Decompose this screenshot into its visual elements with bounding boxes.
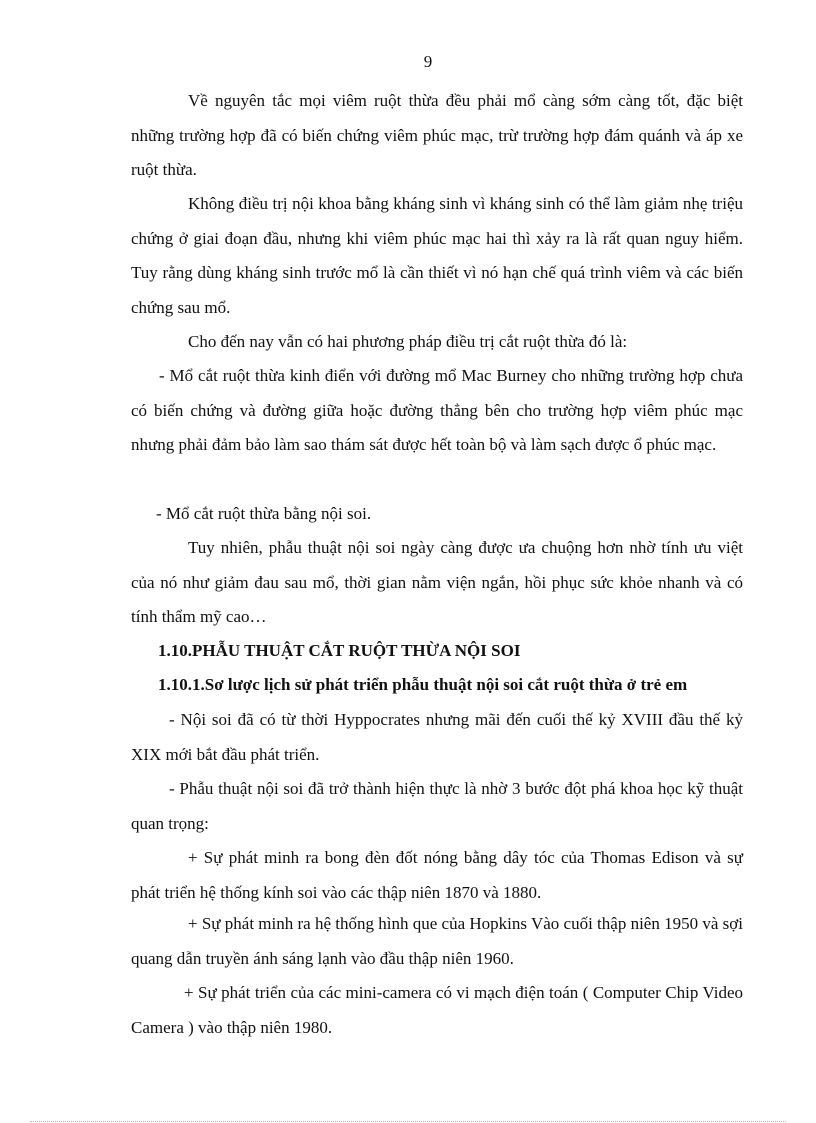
paragraph-three-breakthroughs: - Phẫu thuật nội soi đã trở thành hiện thực là nhờ 3 bước đột phá khoa học kỹ thuật quan trọng: [131,779,743,833]
paragraph-hopkins: + Sự phát minh ra hệ thống hình que của Hopkins Vào cuối thập niên 1950 và sợi quang dẫn truyền ánh sáng lạnh vào đầu thập niên 1960. [131,914,743,968]
section-heading-1-10: 1.10.PHẪU THUẬT CẮT RUỘT THỪA NỘI SOI [158,641,521,660]
paragraph-antibiotics: Không điều trị nội khoa bằng kháng sinh vì kháng sinh có thể làm giảm nhẹ triệu chứng ở giai đoạn đầu, nhưng khi viêm phúc mạc hai thì xảy ra là rất quan nguy hiểm. Tuy rằng dùng kháng sinh trước mổ là cần thiết vì nó hạn chế quá trình viêm và các biến chứng sau mổ. [131,194,743,317]
paragraph-two-methods: Cho đến nay vẫn có hai phương pháp điều trị cắt ruột thừa đó là: [188,332,628,351]
paragraph-hyppocrates: - Nội soi đã có từ thời Hyppocrates nhưng mãi đến cuối thế kỷ XVIII đầu thế kỷ XIX mới bắt đầu phát triển. [131,710,743,764]
paragraph-surgery-principle: Về nguyên tắc mọi viêm ruột thừa đều phải mổ càng sớm càng tốt, đặc biệt những trường hợp đã có biến chứng viêm phúc mạc, trừ trường hợp đám quánh và áp xe ruột thừa. [131,91,743,179]
bottom-divider [30,1121,786,1122]
paragraph-edison: + Sự phát minh ra bong đèn đốt nóng bằng dây tóc của Thomas Edison và sự phát triển hệ thống kính soi vào các thập niên 1870 và 1880. [131,848,743,902]
paragraph-open-appendectomy: - Mổ cắt ruột thừa kinh điển với đường mổ Mac Burney cho những trường hợp chưa có biến chứng và đường giữa hoặc đường thẳng bên cho trường hợp viêm phúc mạc nhưng phải đảm bảo làm sao thám sát được hết toàn bộ và làm sạch được ổ phúc mạc. [131,366,743,454]
section-heading-1-10-1: 1.10.1.Sơ lược lịch sử phát triển phẫu thuật nội soi cắt ruột thừa ở trẻ em [158,675,688,694]
paragraph-laparoscopic: - Mổ cắt ruột thừa bằng nội soi. [156,504,372,523]
paragraph-laparoscopic-advantages: Tuy nhiên, phẫu thuật nội soi ngày càng được ưa chuộng hơn nhờ tính ưu việt của nó như giảm đau sau mổ, thời gian nằm viện ngắn, hồi phục sức khỏe nhanh và có tính thẩm mỹ cao… [131,538,743,626]
page-number: 9 [423,52,433,71]
paragraph-mini-camera: + Sự phát triển của các mini-camera có vi mạch điện toán ( Computer Chip Video Camera ) vào thập niên 1980. [131,983,743,1037]
